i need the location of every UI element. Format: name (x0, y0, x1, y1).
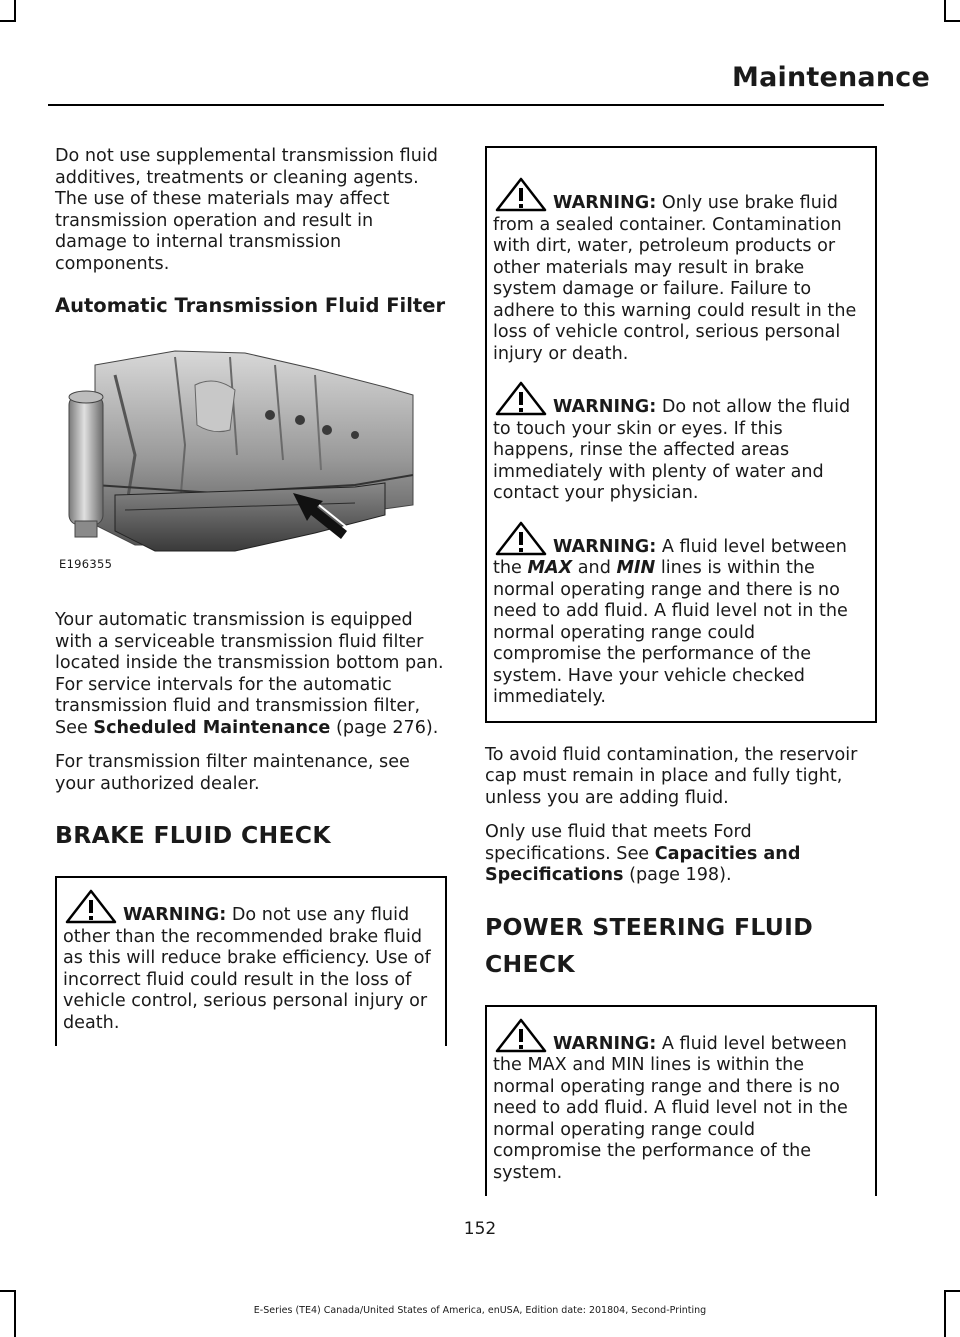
warning-label: WARNING: (553, 397, 657, 417)
header-divider (48, 104, 884, 106)
warning-label: WARNING: (123, 905, 227, 925)
max-mark: MAX (527, 558, 573, 578)
filter-paragraph (55, 610, 447, 739)
warning-label: WARNING: (553, 1033, 657, 1054)
warning-label: WARNING: (553, 193, 657, 213)
filter-text: Your automatic transmission is equipped with a serviceable transmission fluid filter located inside the transmission bottom pan. For service intervals for the automatic transmission fluid and transmission filter, See (55, 610, 444, 738)
crop-mark-bottom-left-h (0, 1290, 16, 1292)
warning-text: Do not allow the fluid to touch your skin or eyes. If this happens, rinse the affected areas immediately with plenty of water and contact your physician. (493, 397, 851, 503)
warning-triangle-icon (493, 176, 549, 214)
crop-mark-top-right-h (944, 20, 960, 22)
spec-text: Only use fluid that meets Ford specifications. See (485, 822, 752, 864)
power-steering-heading-line2: CHECK (485, 949, 575, 978)
warning-item (493, 520, 867, 709)
warning-label: WARNING: (553, 536, 657, 557)
warning-text: A fluid level between the (493, 536, 847, 578)
min-mark: MIN (616, 558, 656, 578)
warning-triangle-icon (493, 380, 549, 418)
warning-text: Do not use any fluid other than the recommended brake fluid as this will reduce brake efficiency. Use of incorrect fluid could result in the loss of vehicle control, serious personal injury or death. (63, 905, 431, 1033)
warning-item (493, 380, 867, 505)
right-column (485, 146, 877, 1218)
power-steering-heading-line1: POWER STEERING FLUID (485, 912, 814, 941)
transmission-illustration (55, 335, 415, 585)
warning-text: and (577, 558, 611, 578)
warning-box-power-steering (485, 1005, 877, 1197)
capacities-specifications-link[interactable]: Capacities and Specifications (485, 843, 801, 885)
page-title: Maintenance (732, 62, 930, 93)
crop-mark-bottom-right-h (944, 1290, 960, 1292)
crop-mark-top-right (944, 0, 946, 20)
dealer-paragraph: For transmission filter maintenance, see your authorized dealer. (55, 752, 410, 794)
filter-page-ref: (page 276). (335, 717, 439, 738)
reservoir-cap-paragraph: To avoid fluid contamination, the reservoir cap must remain in place and fully tight, unless you are adding fluid. (485, 744, 858, 808)
warning-triangle-icon (493, 520, 549, 558)
crop-mark-top-left-h (0, 20, 16, 22)
figure-id: E196355 (59, 557, 113, 571)
footer-edition: E-Series (TE4) Canada/United States of America, enUSA, Edition date: 201804, Second-Printing (253, 1305, 707, 1316)
warning-item (493, 1017, 867, 1185)
brake-fluid-heading: BRAKE FLUID CHECK (55, 821, 331, 849)
warning-triangle-icon (63, 888, 119, 926)
page-number: 152 (463, 1219, 497, 1239)
transmission-filter-figure (55, 335, 415, 585)
additives-paragraph: Do not use supplemental transmission fluid additives, treatments or cleaning agents. The use of these materials may affect transmission operation and result in damage to internal transmission components. (55, 146, 438, 274)
warning-triangle-icon (493, 1017, 549, 1055)
warning-box-brake-fluid-group (485, 146, 877, 723)
crop-mark-top-left (14, 0, 16, 20)
left-column (55, 146, 447, 1068)
warning-text: A fluid level between the MAX and MIN lines is within the normal operating range and there is no need to add fluid. A fluid level not in the normal operating range could compromise the performance of the system. (493, 1033, 848, 1183)
scheduled-maintenance-link[interactable]: Scheduled Maintenance (93, 717, 331, 738)
warning-text: Only use brake fluid from a sealed container. Contamination with dirt, water, petroleum products or other materials may result in brake system damage or failure. Failure to adhere to this warning could result in the loss of vehicle control, serious personal injury or death. (493, 193, 857, 364)
specifications-paragraph (485, 822, 877, 887)
filter-heading: Automatic Transmission Fluid Filter (55, 294, 446, 317)
spec-page-ref: (page 198). (629, 865, 732, 885)
power-steering-heading (485, 913, 877, 978)
warning-box-brake-fluid (55, 876, 447, 1046)
warning-text: lines is within the normal operating range and there is no need to add fluid. A fluid level not in the normal operating range could compromise the performance of the system. Have your vehicle checked immediately. (493, 558, 848, 707)
warning-item (63, 888, 437, 1034)
warning-item (493, 176, 867, 365)
